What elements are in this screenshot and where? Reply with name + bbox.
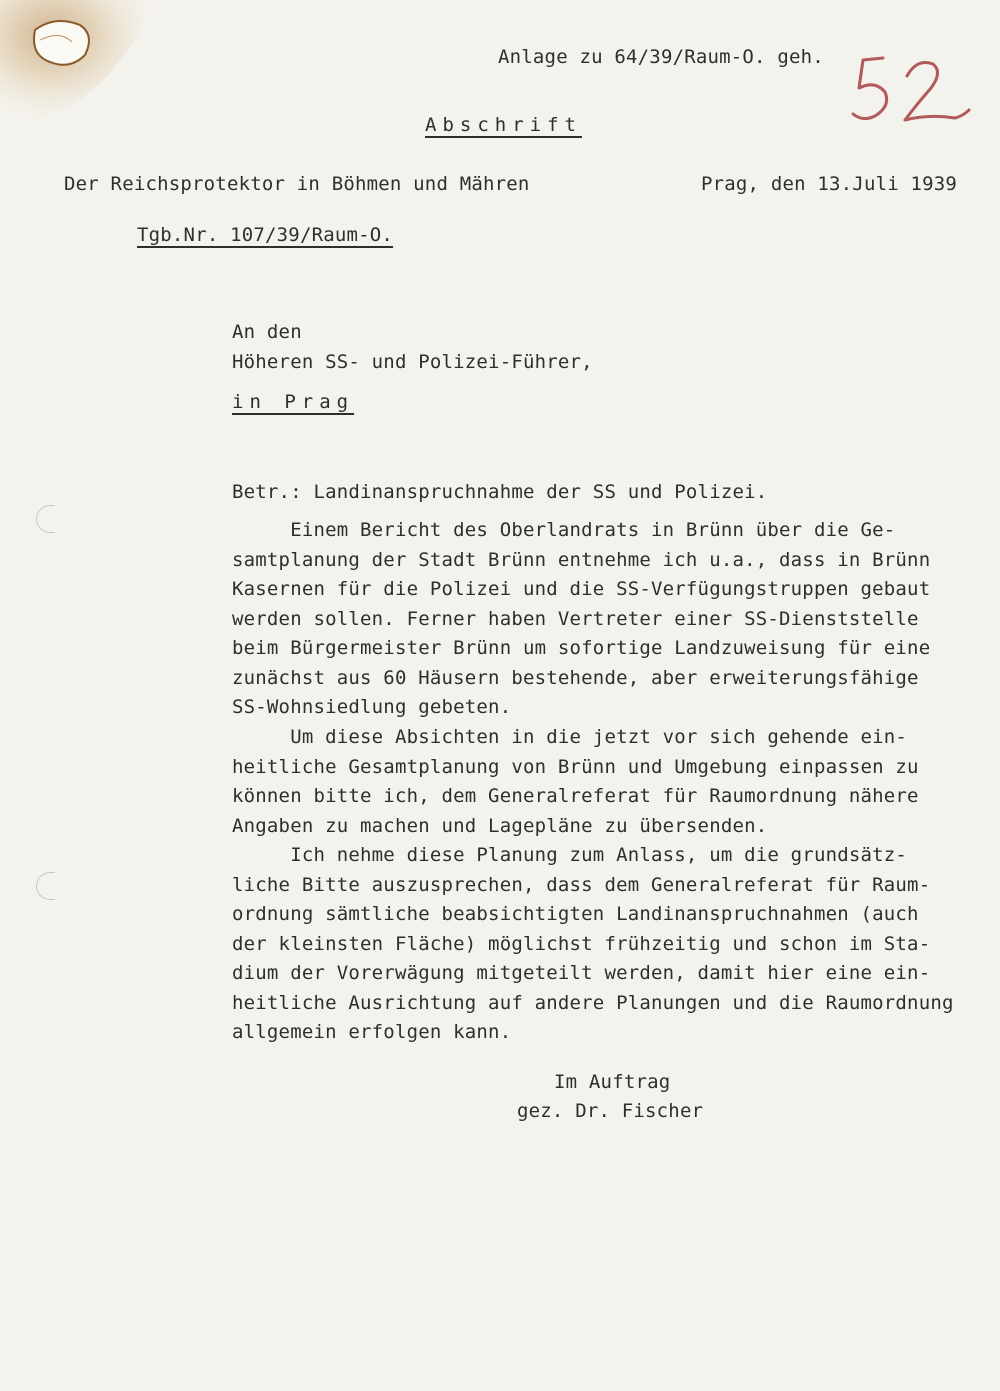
body-line: zunächst aus 60 Häusern bestehende, aber erweiterungsfähige [232,667,919,689]
body-line: beim Bürgermeister Brünn um sofortige Landzuweisung für eine [232,637,931,659]
subject-line: Betr.: Landinanspruchnahme der SS und Polizei. [232,481,768,503]
body-line: Ich nehme diese Planung zum Anlass, um die grundsätz- [232,844,908,866]
punch-hole-mark [36,505,55,533]
body-line: Angaben zu machen und Lagepläne zu übersenden. [232,815,768,837]
body-line: werden sollen. Ferner haben Vertreter einer SS-Dienststelle [232,608,919,630]
sender-line: Der Reichsprotektor in Böhmen und Mähren [64,173,530,195]
recipient-line-1: An den [232,321,302,343]
body-line: ordnung sämtliche beabsichtigten Landinanspruchnahmen (auch [232,903,919,925]
body-line: Um diese Absichten in die jetzt vor sich gehende ein- [232,726,908,748]
body-line: heitliche Ausrichtung auf andere Planungen und die Raumordnung [232,992,954,1014]
body-line: heitliche Gesamtplanung von Brünn und Umgebung einpassen zu [232,756,919,778]
copy-heading: Abschrift [425,114,582,136]
enclosure-reference: Anlage zu 64/39/Raum-O. geh. [498,46,824,68]
signature-line-2: gez. Dr. Fischer [517,1100,704,1122]
place-date: Prag, den 13.Juli 1939 [701,173,958,195]
body-line: liche Bitte auszusprechen, dass dem Generalreferat für Raum- [232,874,931,896]
recipient-line-2: Höheren SS- und Polizei-Führer, [232,351,593,373]
body-line: dium der Vorerwägung mitgeteilt werden, damit hier eine ein- [232,962,931,984]
body-line: der kleinsten Fläche) möglichst frühzeitig und schon im Sta- [232,933,931,955]
body-line: SS-Wohnsiedlung gebeten. [232,696,512,718]
diary-number: Tgb.Nr. 107/39/Raum-O. [137,224,394,246]
signature-line-1: Im Auftrag [554,1071,671,1093]
body-line: Kasernen für die Polizei und die SS-Verfügungstruppen gebaut [232,578,931,600]
handwritten-folio-number [845,40,975,130]
recipient-city: in Prag [232,391,355,413]
punch-hole-mark [36,872,55,900]
body-line: Einem Bericht des Oberlandrats in Brünn über die Ge- [232,519,896,541]
body-line: samtplanung der Stadt Brünn entnehme ich u.a., dass in Brünn [232,549,931,571]
body-line: allgemein erfolgen kann. [232,1021,512,1043]
body-line: können bitte ich, dem Generalreferat für Raumordnung nähere [232,785,919,807]
burn-stain-mark [0,0,170,150]
